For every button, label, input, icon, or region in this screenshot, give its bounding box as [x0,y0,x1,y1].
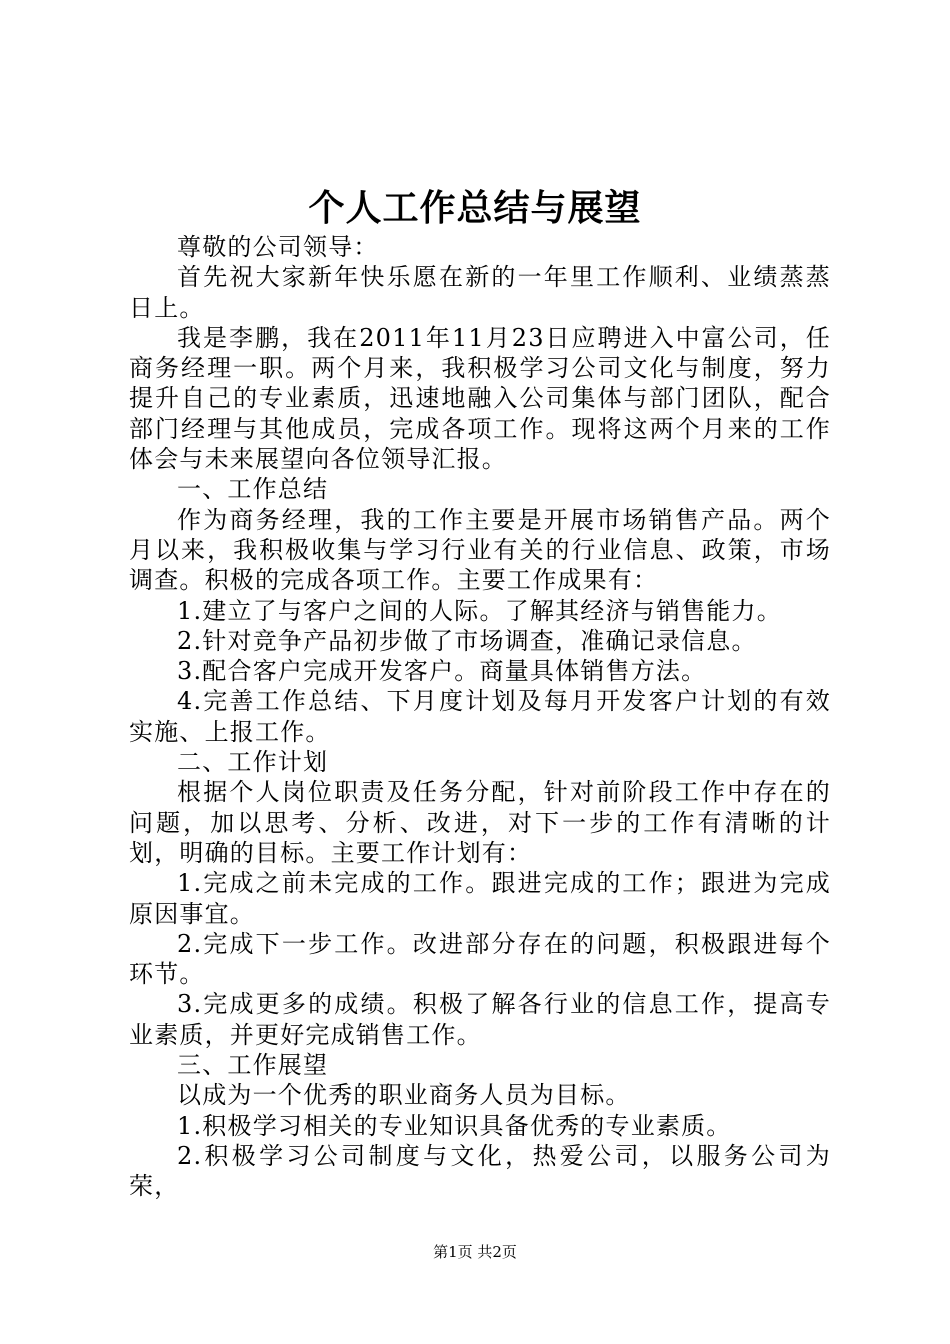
list-item: 2.积极学习公司制度与文化，热爱公司，以服务公司为荣， [129,1141,831,1201]
section-heading-plan: 二、工作计划 [177,748,329,777]
paragraph-greeting: 首先祝大家新年快乐愿在新的一年里工作顺利、业绩蒸蒸日上。 [129,263,831,322]
paragraph-salutation: 尊敬的公司领导： [177,233,379,261]
page-footer: 第1页 共2页 [433,1243,517,1261]
paragraph-plan: 根据个人岗位职责及任务分配，针对前阶段工作中存在的问题，加以思考、分析、改进，对下一步的工作有清晰的计划，明确的目标。主要工作计划有： [129,778,831,867]
list-item: 2.完成下一步工作。改进部分存在的问题，积极跟进每个环节。 [129,929,831,989]
list-item: 3.完成更多的成绩。积极了解各行业的信息工作，提高专业素质，并更好完成销售工作。 [129,990,831,1049]
list-item: 1.积极学习相关的专业知识具备优秀的专业素质。 [177,1111,732,1140]
list-item: 1.建立了与客户之间的人际。了解其经济与销售能力。 [177,596,782,625]
document-title: 个人工作总结与展望 [308,187,642,229]
section-heading-summary: 一、工作总结 [177,475,329,504]
paragraph-summary: 作为商务经理，我的工作主要是开展市场销售产品。两个月以来，我积极收集与学习行业有关的行业信息、政策，市场调查。积极的完成各项工作。主要工作成果有： [129,505,831,595]
list-item: 1.完成之前未完成的工作。跟进完成的工作；跟进为完成原因事宜。 [129,869,831,928]
list-item: 3.配合客户完成开发客户。商量具体销售方法。 [177,657,707,686]
section-heading-outlook: 三、工作展望 [177,1051,329,1080]
paragraph-outlook: 以成为一个优秀的职业商务人员为目标。 [177,1081,631,1110]
document-body [129,232,831,1202]
list-item: 2.针对竞争产品初步做了市场调查，准确记录信息。 [177,626,757,655]
paragraph-introduction: 我是李鹏，我在2011年11月23日应聘进入中富公司，任商务经理一职。两个月来，我积极学习公司文化与制度，努力提升自己的专业素质，迅速地融入公司集体与部门团队，配合部门经理与其他成员，完成各项工作。现将这两个月来的工作体会与未来展望向各位领导汇报。 [129,323,831,474]
list-item: 4.完善工作总结、下月度计划及每月开发客户计划的有效实施、上报工作。 [129,687,831,746]
